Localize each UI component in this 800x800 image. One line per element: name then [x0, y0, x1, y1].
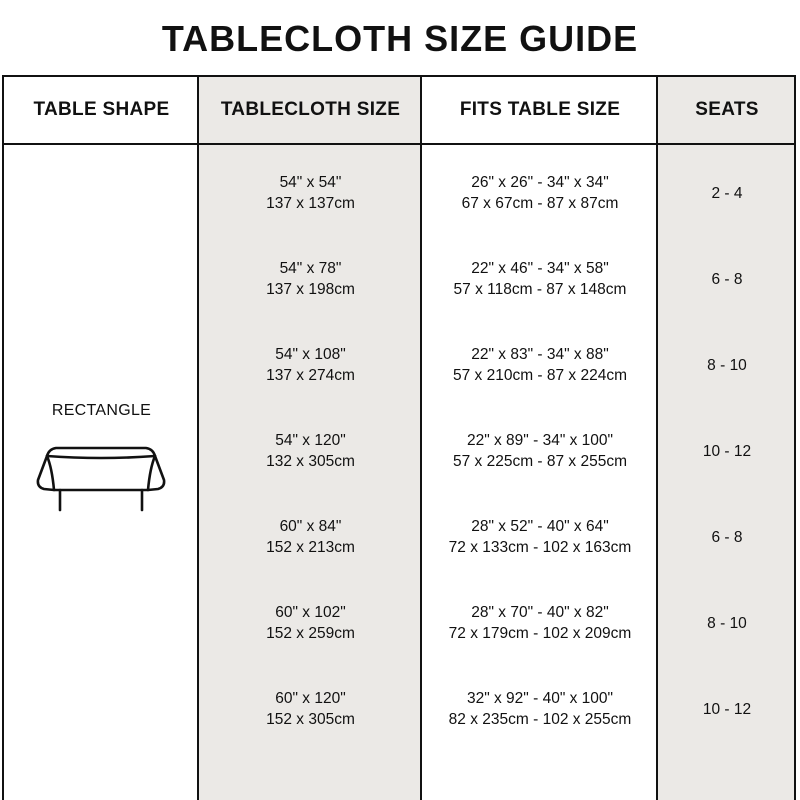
table-row [4, 666, 796, 752]
tablecloth-size-cell [199, 580, 422, 666]
seats-value: 2 - 4 [711, 184, 743, 202]
fits-table-size-cell [422, 494, 658, 580]
header-divider [4, 143, 794, 145]
shape-label: RECTANGLE [51, 402, 152, 419]
tablecloth-size-cm: 137 x 274cm [266, 367, 355, 384]
fits-size-cm: 57 x 225cm - 87 x 255cm [452, 453, 628, 470]
fits-table-size-cell [422, 408, 658, 494]
header-fits-table-size: FITS TABLE SIZE [459, 99, 621, 120]
tablecloth-size-cell [199, 408, 422, 494]
tablecloth-size-cell [199, 150, 422, 236]
tablecloth-size-cm: 137 x 137cm [266, 195, 355, 212]
fits-size-cm: 57 x 210cm - 87 x 224cm [452, 367, 628, 384]
tablecloth-size-cell [199, 322, 422, 408]
seats-cell [658, 666, 796, 752]
fits-table-size-cell [422, 666, 658, 752]
fits-size-inches: 28" x 52" - 40" x 64" [471, 518, 609, 535]
tablecloth-size-inches: 60" x 84" [279, 518, 342, 535]
fits-size-inches: 32" x 92" - 40" x 100" [466, 690, 614, 707]
fits-table-size-cell [422, 580, 658, 666]
tablecloth-size-inches: 54" x 108" [275, 346, 346, 363]
fits-size-cm: 72 x 179cm - 102 x 209cm [448, 625, 632, 642]
tablecloth-size-cm: 152 x 259cm [266, 625, 355, 642]
seats-value: 6 - 8 [711, 270, 743, 288]
tablecloth-size-cell [199, 494, 422, 580]
seats-cell [658, 236, 796, 322]
table-row [4, 408, 796, 494]
fits-size-inches: 22" x 83" - 34" x 88" [471, 346, 609, 363]
page-title: TABLECLOTH SIZE GUIDE [161, 18, 639, 59]
header-seats: SEATS [695, 99, 759, 120]
table-row [4, 150, 796, 236]
tablecloth-size-inches: 54" x 54" [279, 174, 342, 191]
table-row [4, 494, 796, 580]
size-guide-table [2, 75, 796, 800]
seats-cell [658, 150, 796, 236]
tablecloth-size-cm: 132 x 305cm [266, 453, 355, 470]
fits-size-inches: 26" x 26" - 34" x 34" [471, 174, 609, 191]
seats-value: 8 - 10 [707, 614, 747, 632]
fits-size-inches: 28" x 70" - 40" x 82" [471, 604, 609, 621]
tablecloth-size-cell [199, 236, 422, 322]
table-row [4, 236, 796, 322]
fits-size-inches: 22" x 46" - 34" x 58" [471, 260, 609, 277]
fits-size-cm: 57 x 118cm - 87 x 148cm [453, 281, 627, 298]
seats-cell [658, 322, 796, 408]
tablecloth-size-inches: 60" x 102" [275, 604, 346, 621]
table-row [4, 580, 796, 666]
fits-table-size-cell [422, 322, 658, 408]
fits-table-size-cell [422, 236, 658, 322]
tablecloth-size-inches: 54" x 120" [275, 432, 346, 449]
fits-size-cm: 72 x 133cm - 102 x 163cm [448, 539, 632, 556]
header-tablecloth-size: TABLECLOTH SIZE [220, 99, 401, 120]
seats-value: 10 - 12 [702, 442, 752, 460]
tablecloth-size-cm: 137 x 198cm [266, 281, 355, 298]
fits-size-inches: 22" x 89" - 34" x 100" [466, 432, 614, 449]
seats-value: 6 - 8 [711, 528, 743, 546]
seats-value: 8 - 10 [707, 356, 747, 374]
fits-size-cm: 67 x 67cm - 87 x 87cm [461, 195, 619, 212]
tablecloth-size-inches: 60" x 120" [275, 690, 346, 707]
seats-cell [658, 408, 796, 494]
seats-cell [658, 580, 796, 666]
fits-table-size-cell [422, 150, 658, 236]
seats-value: 10 - 12 [702, 700, 752, 718]
fits-size-cm: 82 x 235cm - 102 x 255cm [448, 711, 632, 728]
tablecloth-size-cell [199, 666, 422, 752]
header-table-shape: TABLE SHAPE [33, 99, 170, 120]
tablecloth-size-cm: 152 x 213cm [266, 539, 355, 556]
tablecloth-size-cm: 152 x 305cm [266, 711, 355, 728]
seats-cell [658, 494, 796, 580]
tablecloth-size-inches: 54" x 78" [279, 260, 342, 277]
table-row [4, 322, 796, 408]
